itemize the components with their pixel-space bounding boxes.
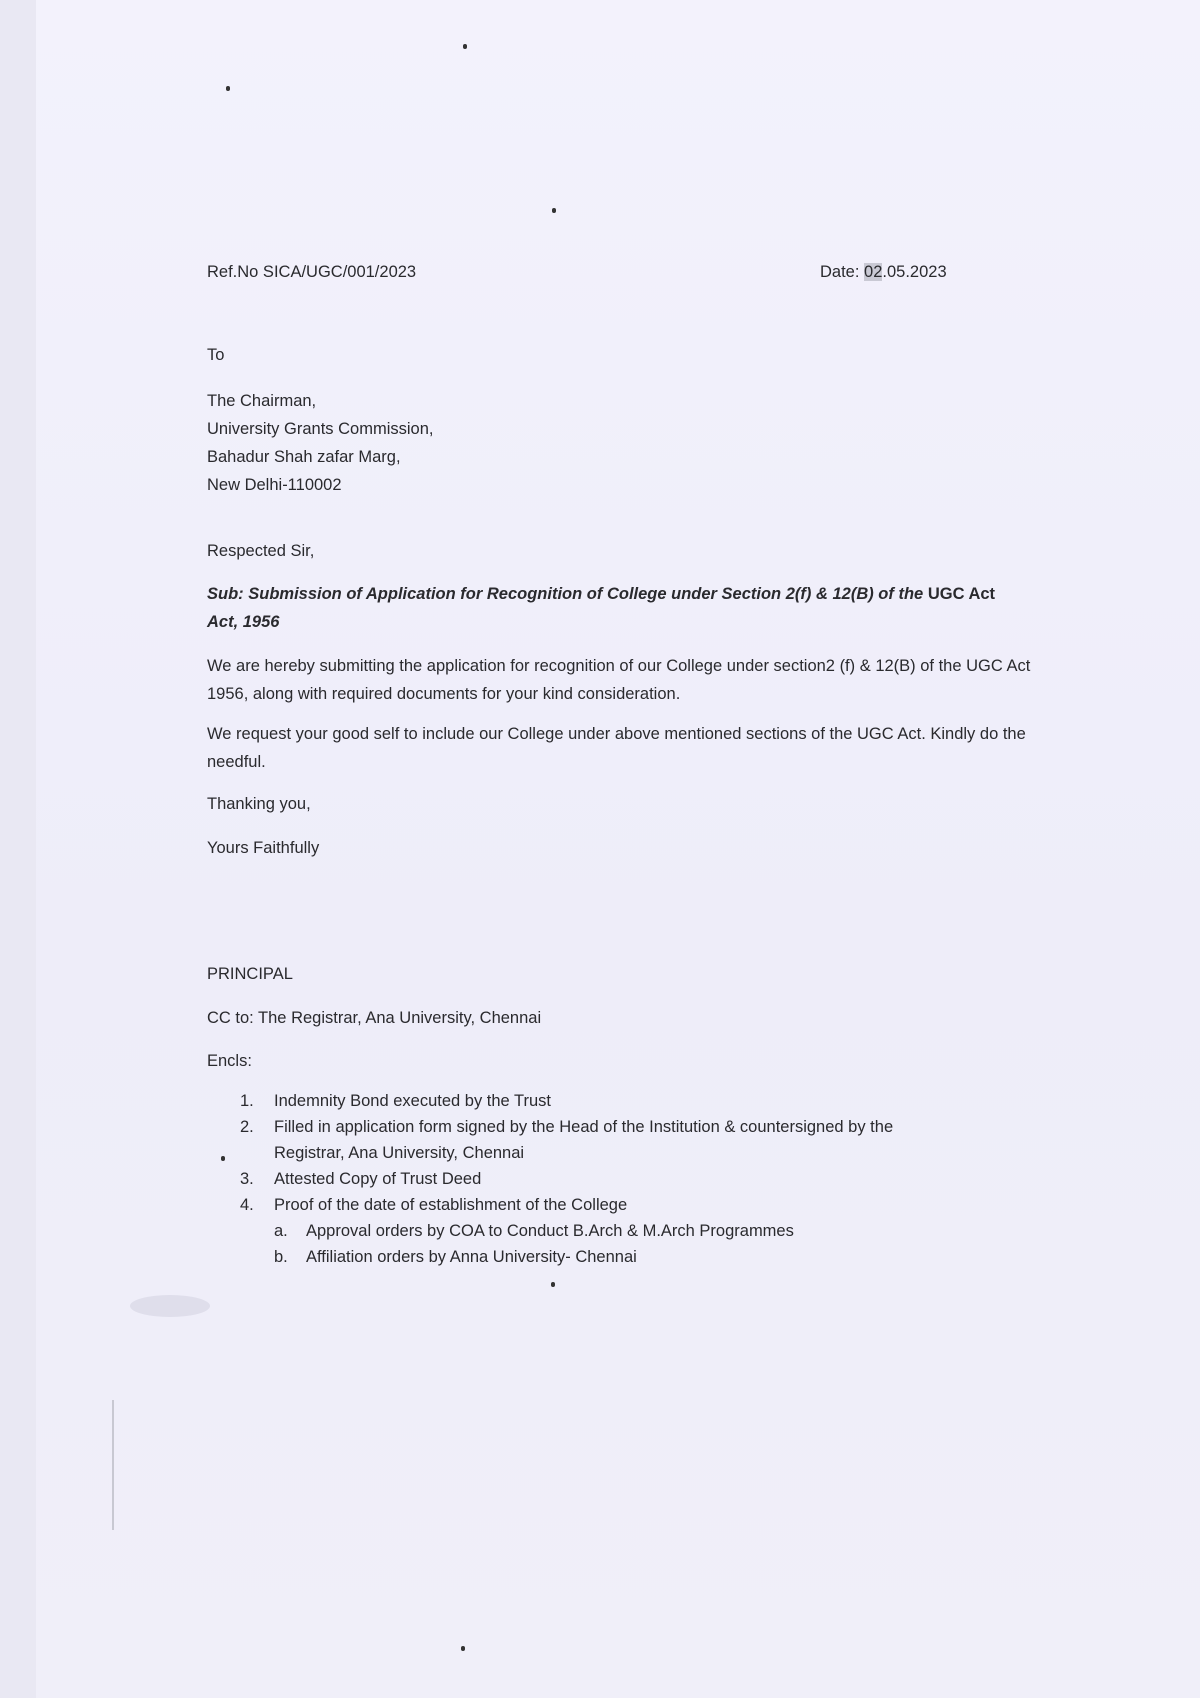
subject-line (207, 580, 1067, 636)
scan-speck (226, 86, 230, 91)
letter-date (820, 258, 947, 286)
date-label: Date: (820, 263, 865, 281)
recipient-address (207, 387, 433, 499)
cc-line: CC to: The Registrar, Ana University, Chennai (207, 1009, 542, 1027)
date-day: 02 (864, 263, 883, 281)
item-number: 2. (240, 1118, 254, 1136)
to-label: To (207, 346, 225, 364)
item-text: Attested Copy of Trust Deed (274, 1170, 482, 1188)
item-text: Proof of the date of establishment of the College (274, 1196, 628, 1214)
scan-smudge (130, 1295, 210, 1317)
scan-edge (0, 0, 36, 1698)
sub-item-text: Approval orders by COA to Conduct B.Arch & M.Arch Programmes (306, 1222, 794, 1240)
scan-speck (551, 1282, 555, 1287)
salutation: Respected Sir, (207, 542, 315, 560)
address-line: New Delhi-110002 (207, 476, 342, 494)
sub-item-text: Affiliation orders by Anna University- Chennai (306, 1248, 637, 1266)
item-number: 3. (240, 1170, 254, 1188)
list-item (240, 1166, 893, 1192)
body-paragraph-2: We request your good self to include our College under above mentioned sections of the UGC Act. Kindly do the needful. (207, 725, 1026, 771)
subject-main: Sub: Submission of Application for Recognition of College under Section 2(f) & 12(B) of the (207, 585, 928, 603)
scan-speck (221, 1156, 225, 1161)
scan-line (112, 1400, 114, 1530)
item-number: 1. (240, 1092, 254, 1110)
enclosures-label: Encls: (207, 1052, 252, 1070)
scan-speck (461, 1646, 465, 1651)
item-text: Registrar, Ana University, Chennai (274, 1144, 525, 1162)
subject-end: Act, 1956 (207, 613, 280, 631)
list-item (240, 1114, 893, 1140)
address-line: University Grants Commission, (207, 420, 434, 438)
list-item (240, 1192, 893, 1218)
scan-speck (463, 44, 467, 49)
signatory: PRINCIPAL (207, 965, 293, 983)
sub-item-letter: b. (274, 1248, 288, 1266)
enclosures-list (240, 1088, 893, 1270)
address-line: Bahadur Shah zafar Marg, (207, 448, 401, 466)
sub-item-letter: a. (274, 1222, 288, 1240)
item-text: Indemnity Bond executed by the Trust (274, 1092, 551, 1110)
item-number (240, 1140, 274, 1166)
closing-thanks: Thanking you, (207, 795, 311, 813)
scan-speck (552, 208, 556, 213)
list-sub-item (240, 1244, 893, 1270)
item-text: Filled in application form signed by the Head of the Institution & countersigned by the (274, 1118, 894, 1136)
date-rest: .05.2023 (882, 263, 947, 281)
list-item (240, 1140, 893, 1166)
list-item (240, 1088, 893, 1114)
address-line: The Chairman, (207, 392, 317, 410)
subject-ugc: UGC Act (927, 585, 996, 603)
reference-number: Ref.No SICA/UGC/001/2023 (207, 263, 417, 281)
closing-yours: Yours Faithfully (207, 839, 320, 857)
list-sub-item (240, 1218, 893, 1244)
body-paragraph-1: We are hereby submitting the application for recognition of our College under section2 (f) & 12(B) of the UGC Act 1956, along with required documents for your kind consideration. (207, 657, 1031, 703)
item-number: 4. (240, 1196, 254, 1214)
